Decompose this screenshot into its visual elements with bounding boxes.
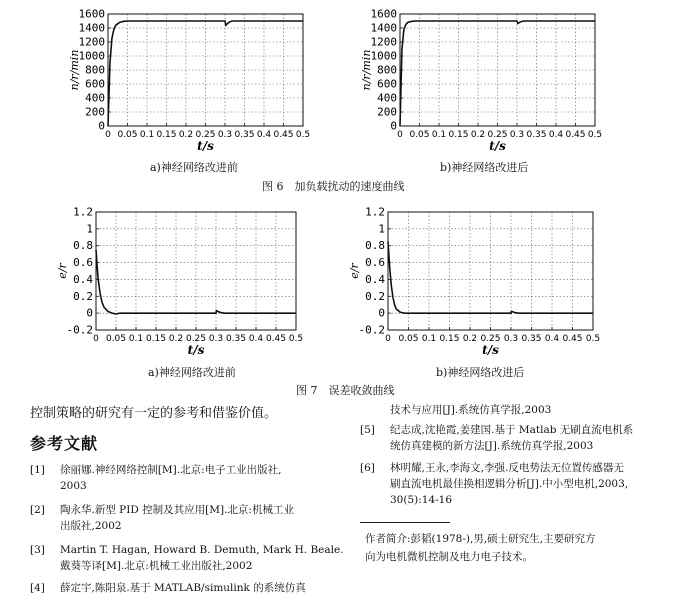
x-tick-label: 0 xyxy=(93,334,99,344)
y-tick-label: 400 xyxy=(377,91,397,105)
reference-number: [4] xyxy=(30,582,45,594)
y-tick-label: 0 xyxy=(390,119,397,133)
reference-line: 徐丽娜.神经网络控制[M].北京:电子工业出版社, xyxy=(60,464,282,476)
reference-4 xyxy=(30,580,350,598)
y-tick-label: 0 xyxy=(86,306,93,320)
x-tick-label: 0.05 xyxy=(398,334,419,344)
reference-line: 技术与应用[J].系统仿真学报,2003 xyxy=(390,404,552,416)
x-tick-label: 0.4 xyxy=(548,130,564,140)
y-tick-label: 1.2 xyxy=(365,205,385,219)
reference-6 xyxy=(360,460,670,510)
series-line xyxy=(388,242,593,314)
reference-number: [2] xyxy=(30,504,45,516)
reference-3 xyxy=(30,542,350,576)
fig7a-chart xyxy=(56,200,305,362)
reference-4-continued xyxy=(360,402,670,420)
fig7b-caption: b)神经网络改进后 xyxy=(436,366,525,379)
y-tick-label: 0.8 xyxy=(365,239,385,253)
x-tick-label: 0.1 xyxy=(139,130,155,140)
reference-line: 戴葵等译[M].北京:机械工业出版社,2002 xyxy=(60,560,253,572)
x-tick-label: 0.2 xyxy=(168,334,184,344)
y-tick-label: 400 xyxy=(85,91,105,105)
reference-line: 纪志成,沈艳霞,姜建国.基于 Matlab 无刷直流电机系 xyxy=(390,424,634,436)
x-tick-label: 0.5 xyxy=(288,334,304,344)
y-tick-label: 0.6 xyxy=(365,256,385,270)
fig7a-caption: a)神经网络改进前 xyxy=(148,366,236,379)
fig7b-chart xyxy=(348,200,602,362)
x-tick-label: 0.2 xyxy=(470,130,486,140)
y-tick-label: 600 xyxy=(377,77,397,91)
reference-line: 出版社,2002 xyxy=(60,520,122,532)
y-axis-label: e/r xyxy=(56,263,69,279)
y-tick-label: 0.4 xyxy=(73,272,93,286)
x-tick-label: 0.05 xyxy=(409,130,430,140)
fig6b-caption: b)神经网络改进后 xyxy=(440,161,529,174)
x-tick-label: 0.25 xyxy=(195,130,216,140)
y-tick-label: 0.2 xyxy=(365,289,385,303)
reference-line: 30(5):14-16 xyxy=(390,494,453,506)
x-tick-label: 0.3 xyxy=(503,334,519,344)
reference-line: 薛定宇,陈阳泉.基于 MATLAB/simulink 的系统仿真 xyxy=(60,582,306,594)
x-tick-label: 0.15 xyxy=(448,130,469,140)
x-tick-label: 0.4 xyxy=(256,130,272,140)
x-tick-label: 0.35 xyxy=(225,334,247,344)
x-tick-label: 0.05 xyxy=(105,334,127,344)
fig6-caption: 图 6 加负载扰动的速度曲线 xyxy=(262,180,405,193)
fig7a-plot xyxy=(56,200,305,362)
x-tick-label: 0.1 xyxy=(431,130,447,140)
reference-2 xyxy=(30,502,350,536)
x-axis-label: t/s xyxy=(197,139,214,153)
y-tick-label: 600 xyxy=(85,77,105,91)
y-tick-label: 800 xyxy=(377,63,397,77)
fig6a-plot xyxy=(68,6,311,158)
y-axis-label: e/r xyxy=(348,263,361,279)
x-tick-label: 0 xyxy=(397,130,403,140)
y-tick-label: 1400 xyxy=(78,21,105,35)
x-tick-label: 0.4 xyxy=(544,334,560,344)
reference-line: 2003 xyxy=(60,480,87,492)
fig7b-plot xyxy=(348,200,602,362)
y-tick-label: 0.8 xyxy=(73,239,93,253)
x-tick-label: 0.45 xyxy=(562,334,583,344)
y-tick-label: 0.2 xyxy=(73,289,93,303)
author-bio xyxy=(365,530,596,566)
fig6a-caption: a)神经网络改进前 xyxy=(150,161,238,174)
x-tick-label: 0.25 xyxy=(480,334,501,344)
x-tick-label: 0.25 xyxy=(487,130,508,140)
y-tick-label: 1200 xyxy=(370,35,397,49)
x-tick-label: 0.2 xyxy=(462,334,478,344)
y-tick-label: 1 xyxy=(86,222,93,236)
y-axis-label: n/r/min xyxy=(68,49,81,91)
x-tick-label: 0.5 xyxy=(587,130,603,140)
reference-line: 刷直流电机最佳换相逻辑分析[J].中小型电机,2003, xyxy=(390,478,629,490)
reference-number: [1] xyxy=(30,464,45,476)
reference-number: [5] xyxy=(360,424,375,436)
x-tick-label: 0.3 xyxy=(509,130,525,140)
x-tick-label: 0.1 xyxy=(421,334,437,344)
references-title: 参考文献 xyxy=(30,434,99,453)
y-tick-label: 1400 xyxy=(370,21,397,35)
x-tick-label: 0.25 xyxy=(185,334,207,344)
y-tick-label: 1000 xyxy=(78,49,105,63)
y-tick-label: -0.2 xyxy=(66,323,93,337)
x-tick-label: 0.5 xyxy=(295,130,311,140)
reference-line: 林明耀,王永,李海文,李强.反电势法无位置传感器无 xyxy=(390,462,624,474)
x-tick-label: 0.1 xyxy=(128,334,144,344)
y-tick-label: 0.6 xyxy=(73,256,93,270)
x-axis-label: t/s xyxy=(187,343,205,357)
x-tick-label: 0.35 xyxy=(521,334,542,344)
x-tick-label: 0.35 xyxy=(234,130,255,140)
x-tick-label: 0.35 xyxy=(526,130,547,140)
y-tick-label: 1.2 xyxy=(73,205,93,219)
x-tick-label: 0.15 xyxy=(439,334,460,344)
fig6b-plot xyxy=(360,6,603,158)
reference-line: Martin T. Hagan, Howard B. Demuth, Mark H. Beale. xyxy=(60,544,344,556)
x-tick-label: 0.05 xyxy=(117,130,138,140)
fig6b-chart xyxy=(360,6,603,158)
reference-line: 陶永华.新型 PID 控制及其应用[M].北京:机械工业 xyxy=(60,504,294,516)
x-tick-label: 0 xyxy=(105,130,111,140)
y-tick-label: 0 xyxy=(378,306,385,320)
y-tick-label: 200 xyxy=(377,105,397,119)
y-tick-label: 1 xyxy=(378,222,385,236)
reference-1 xyxy=(30,462,350,496)
y-tick-label: 1000 xyxy=(370,49,397,63)
x-tick-label: 0.5 xyxy=(585,334,601,344)
y-tick-label: 1200 xyxy=(78,35,105,49)
author-divider xyxy=(360,522,450,523)
y-tick-label: 0.4 xyxy=(365,272,385,286)
x-tick-label: 0.45 xyxy=(273,130,294,140)
x-tick-label: 0.3 xyxy=(217,130,233,140)
author-bio-line: 向为电机微机控制及电力电子技术。 xyxy=(365,551,533,563)
y-axis-label: n/r/min xyxy=(360,49,373,91)
x-axis-label: t/s xyxy=(482,343,499,357)
x-tick-label: 0.15 xyxy=(145,334,167,344)
fig6a-chart xyxy=(68,6,311,158)
body-text: 控制策略的研究有一定的参考和借鉴价值。 xyxy=(30,406,278,421)
x-tick-label: 0.2 xyxy=(178,130,194,140)
x-axis-label: t/s xyxy=(489,139,506,153)
y-tick-label: 0 xyxy=(98,119,105,133)
x-tick-label: 0.45 xyxy=(265,334,287,344)
x-tick-label: 0.15 xyxy=(156,130,177,140)
x-tick-label: 0.3 xyxy=(208,334,224,344)
reference-5 xyxy=(360,422,670,456)
y-tick-label: -0.2 xyxy=(358,323,385,337)
x-tick-label: 0 xyxy=(385,334,391,344)
reference-line: 统仿真建模的新方法[J].系统仿真学报,2003 xyxy=(390,440,594,452)
y-tick-label: 800 xyxy=(85,63,105,77)
x-tick-label: 0.4 xyxy=(248,334,264,344)
y-tick-label: 1600 xyxy=(370,7,397,21)
y-tick-label: 1600 xyxy=(78,7,105,21)
fig7-caption: 图 7 误差收敛曲线 xyxy=(296,384,395,397)
reference-number: [3] xyxy=(30,544,45,556)
y-tick-label: 200 xyxy=(85,105,105,119)
x-tick-label: 0.45 xyxy=(565,130,586,140)
author-bio-line: 作者简介:彭韬(1978-),男,硕士研究生,主要研究方 xyxy=(365,533,596,545)
reference-number: [6] xyxy=(360,462,375,474)
